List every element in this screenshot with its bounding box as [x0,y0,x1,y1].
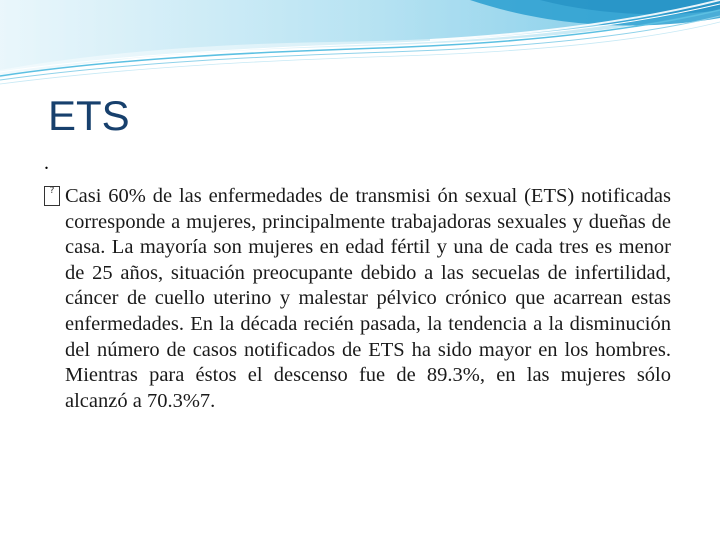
slide-title: ETS [48,92,130,139]
header-wave-decoration [0,0,720,95]
bullet-placeholder-icon: ? [44,186,60,206]
dot-marker: . [44,152,49,174]
body-paragraph: Casi 60% de las enfermedades de transmisi ón sexual (ETS) notificadas corresponde a mujeres, principalmente trabajadoras sexuales y dueñas de casa. La mayoría son mujeres en edad fértil y una de cada tres es menor de 25 años, situación preocupante debido a las secuelas de infertilidad, cáncer de cuello uterino y malestar pélvico crónico que acarrean estas enfermedades. En la década recién pasada, la tendencia a la disminución del número de casos notificados de ETS ha sido mayor en los hombres. Mientras para éstos el descenso fue de 89.3%, en las mujeres sólo alcanzó a 70.3%7. [65,185,671,412]
